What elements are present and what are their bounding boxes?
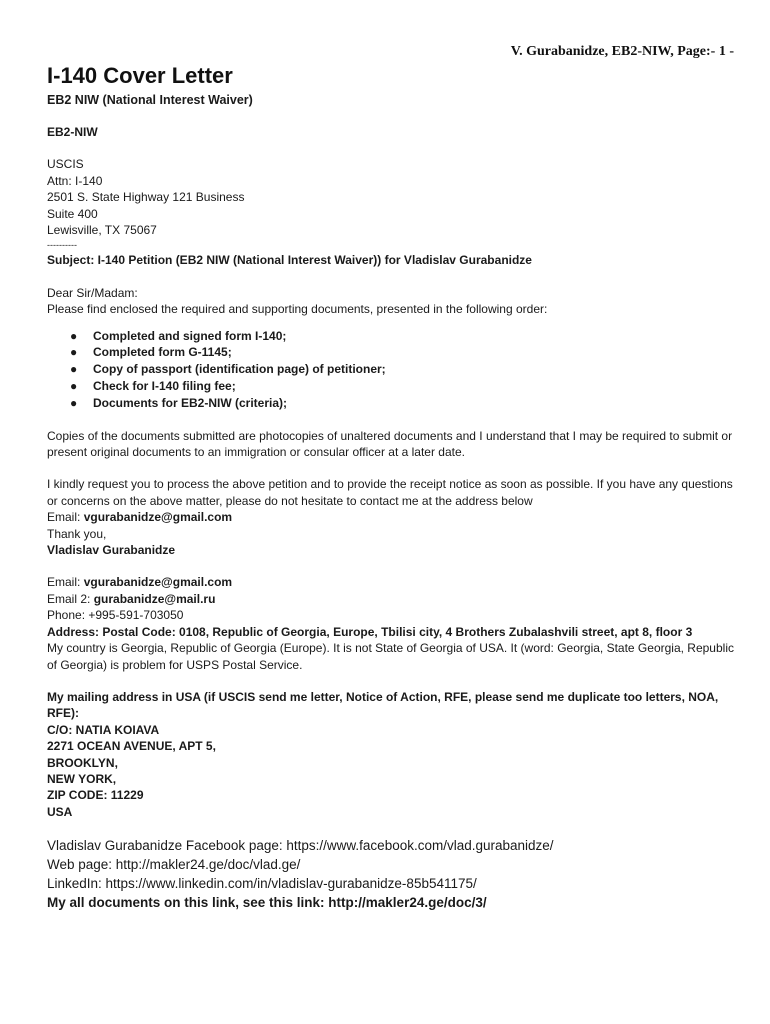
subject-line: Subject: I-140 Petition (EB2 NIW (National Interest Waiver)) for Vladislav Gurabanidze	[47, 253, 532, 268]
bullet-icon: ●	[70, 328, 78, 343]
country-note: My country is Georgia, Republic of Georgia (Europe). It is not State of Georgia of USA. It (word: Georgia, State Georgia, Republic of Georgia) is problem for USPS Postal Service.	[47, 641, 734, 672]
recipient-line: Suite 400	[47, 206, 98, 221]
contact-email-2: Email 2: gurabanidze@mail.ru	[47, 591, 216, 606]
us-mailing-line: NEW YORK,	[47, 771, 117, 786]
letter-body	[47, 62, 737, 912]
bullet-icon: ●	[70, 395, 78, 410]
recipient-line: Lewisville, TX 75067	[47, 223, 157, 238]
us-mailing-line: 2271 OCEAN AVENUE, APT 5,	[47, 739, 216, 754]
web-page-link[interactable]: Web page: http://makler24.ge/doc/vlad.ge/	[47, 857, 301, 873]
links-block	[47, 836, 737, 912]
list-item: ● Copy of passport (identification page) of petitioner;	[70, 362, 386, 377]
intro-text: Please find enclosed the required and supporting documents, presented in the following order:	[47, 302, 548, 317]
separator-line: ----------	[47, 240, 77, 251]
list-item: ● Documents for EB2-NIW (criteria);	[70, 395, 288, 410]
us-mailing-line: ZIP CODE: 11229	[47, 788, 144, 803]
all-documents-link[interactable]: My all documents on this link, see this link: http://makler24.ge/doc/3/	[47, 895, 487, 911]
list-item: ● Completed form G-1145;	[70, 345, 232, 360]
list-item: ● Check for I-140 filing fee;	[70, 379, 236, 394]
contact-email: Email: vgurabanidze@gmail.com	[47, 575, 233, 590]
us-mailing-line: BROOKLYN,	[47, 755, 118, 770]
signature-name: Vladislav Gurabanidze	[47, 543, 176, 558]
us-mailing-line: USA	[47, 804, 73, 819]
bullet-icon: ●	[70, 379, 78, 394]
request-text: I kindly request you to process the above petition and to provide the receipt notice as soon as possible. If you have any questions or concerns on the above matter, please do not hesitate to contact me at the address below	[47, 477, 733, 508]
us-mailing-heading: My mailing address in USA (if USCIS send me letter, Notice of Action, RFE, please send me duplicate too letters, NOA, RFE):	[47, 689, 719, 721]
recipient-address	[47, 156, 737, 252]
us-mailing-address	[47, 689, 737, 820]
contact-phone: Phone: +995-591-703050	[47, 608, 184, 623]
contact-address: Address: Postal Code: 0108, Republic of Georgia, Europe, Tbilisi city, 4 Brothers Zubalashvili street, apt 8, floor 3	[47, 624, 693, 639]
copies-note: Copies of the documents submitted are photocopies of unaltered documents and I understand that I may be required to submit or present original documents to an immigration or consular officer at a later date.	[47, 428, 733, 460]
us-mailing-line: C/O: NATIA KOIAVA	[47, 722, 160, 737]
bullet-icon: ●	[70, 345, 78, 360]
recipient-line: USCIS	[47, 157, 84, 172]
closing-email: Email: vgurabanidze@gmail.com	[47, 510, 233, 525]
email-link[interactable]: vgurabanidze@gmail.com	[83, 510, 233, 525]
document-list	[47, 328, 737, 412]
bullet-icon: ●	[70, 362, 78, 377]
salutation: Dear Sir/Madam:	[47, 285, 138, 300]
list-item: ● Completed and signed form I-140;	[70, 328, 287, 343]
page-header: V. Gurabanidze, EB2-NIW, Page:- 1 -	[510, 44, 734, 59]
contact-block	[47, 574, 737, 672]
recipient-line: 2501 S. State Highway 121 Business	[47, 190, 245, 205]
email-link[interactable]: vgurabanidze@gmail.com	[83, 575, 233, 590]
visa-category: EB2-NIW	[47, 125, 98, 139]
document-subtitle: EB2 NIW (National Interest Waiver)	[47, 93, 253, 107]
linkedin-link[interactable]: LinkedIn: https://www.linkedin.com/in/vladislav-gurabanidze-85b541175/	[47, 876, 477, 892]
email-link[interactable]: gurabanidze@mail.ru	[93, 591, 216, 606]
closing-thanks: Thank you,	[47, 526, 107, 541]
document-title: I-140 Cover Letter	[47, 63, 233, 88]
facebook-link[interactable]: Vladislav Gurabanidze Facebook page: https://www.facebook.com/vlad.gurabanidze/	[47, 838, 554, 854]
recipient-line: Attn: I-140	[47, 173, 103, 188]
